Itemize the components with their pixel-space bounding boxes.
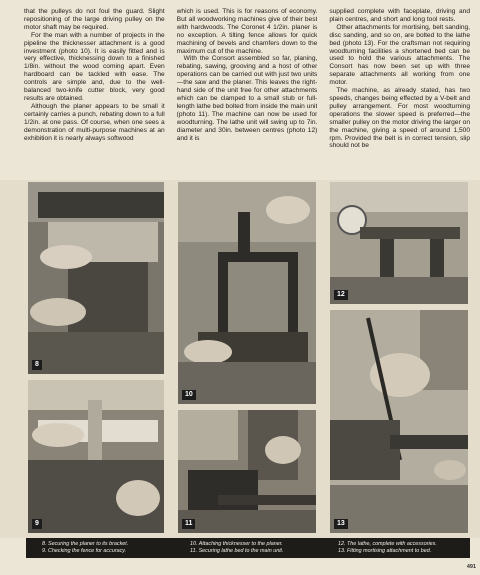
caption-bar (26, 538, 470, 558)
photo-12-image (330, 182, 468, 304)
caption-line: 8. Securing the planer to its bracket. (42, 541, 129, 547)
photo-10-image (178, 182, 316, 404)
photo-number: 11 (182, 519, 195, 529)
caption-line: 13. Fitting mortising attachment to bed. (338, 548, 432, 554)
photo-9-fence-check (28, 380, 164, 533)
paragraph: which is used. This is for reasons of economy. But all woodworking machines give of their best with hardwoods. The Coronet 4 1/2in. planer is no exception. A tilting fence allows for quick machining of bevels and chamfers down to the maximum cut of the machine. (176, 8, 318, 55)
paragraph: Although the planer appears to be small it certainly carries a punch, rebating down to a full 1/2in. at one pass. Of course, when one sees a demonstration of multi-purpose machines at an exhibition it is nearly always softwood (24, 102, 165, 142)
photo-13-mortising (330, 310, 468, 533)
paragraph: With the Consort assembled so far, planing, rebating, sawing, grooving and a host of other operations can be carried out with just two units—the saw and the planer. This leaves the right-hand side of the unit free for other attachments which can be clamped to a small stub or full-length lathe bed bolted from inside the main unit (photo 11). The machine can now be used for woodturning. The lathe unit will swing up to 7in. diameter and 30in. between centres (photo 12) and it is (176, 55, 318, 142)
photo-number: 8 (32, 360, 42, 370)
photo-13-image (330, 310, 468, 533)
page-number: 491 (466, 564, 476, 570)
photo-number: 13 (334, 519, 348, 529)
photo-number: 9 (32, 519, 42, 529)
paragraph: Other attachments for mortising, belt sanding, disc sanding, and so on, are bolted to the lathe bed (photo 13). For the craftsman not requiring woodturning facilities a shortened bed can be used to hold the various attachments. The Consort has now been set up with three separate attachments all working from one motor. (329, 23, 471, 87)
photo-number: 10 (182, 390, 196, 400)
text-column-1 (24, 8, 165, 180)
paragraph: The machine, as already stated, has two speeds, changes being effected by a V-belt and pulley arrangement. For most woodturning operations the slower speed is preferred—the smaller pulley on the motor driving the larger on the machine, giving a speed of around 1,500 rpm. Provided the belt is in correct tension, slip should not be (329, 87, 471, 150)
photo-11-lathe-bed (178, 410, 316, 533)
caption-line: 11. Securing lathe bed to the main unit. (190, 548, 284, 554)
caption-line: 10. Attaching thicknesser to the planer. (190, 541, 283, 547)
photo-8-image (28, 182, 164, 374)
photo-number: 12 (334, 290, 348, 300)
text-column-2 (177, 8, 318, 180)
photo-8-planer-bracket (28, 182, 164, 374)
paragraph: For the man with a number of projects in the pipeline the thicknesser attachment is a good investment (photo 10). It is easily fitted and is very effective, thicknessing down to a finished 1/8in. without the wood coming apart. Even hardboard can be tackled with ease. The controls are simple and, due to the well-balanced two-knife cutter block, very good results are obtained. (24, 31, 165, 102)
photo-12-lathe-accessories (330, 182, 468, 304)
caption-line: 12. The lathe, complete with accessories. (338, 541, 437, 547)
photo-10-thicknesser (178, 182, 316, 404)
photo-9-image (28, 380, 164, 533)
paragraph: that the pulleys do not foul the guard. Slight repositioning of the large driving pulley on the motor shaft may be required. (24, 8, 165, 31)
text-column-3 (329, 8, 470, 180)
caption-middle (174, 538, 322, 558)
caption-right (322, 538, 470, 558)
caption-left (26, 538, 174, 558)
caption-line: 9. Checking the fence for accuracy. (42, 548, 127, 554)
article-text (24, 8, 470, 180)
photo-11-image (178, 410, 316, 533)
paragraph: supplied complete with faceplate, driving and plain centres, and short and long tool rests. (329, 8, 471, 23)
